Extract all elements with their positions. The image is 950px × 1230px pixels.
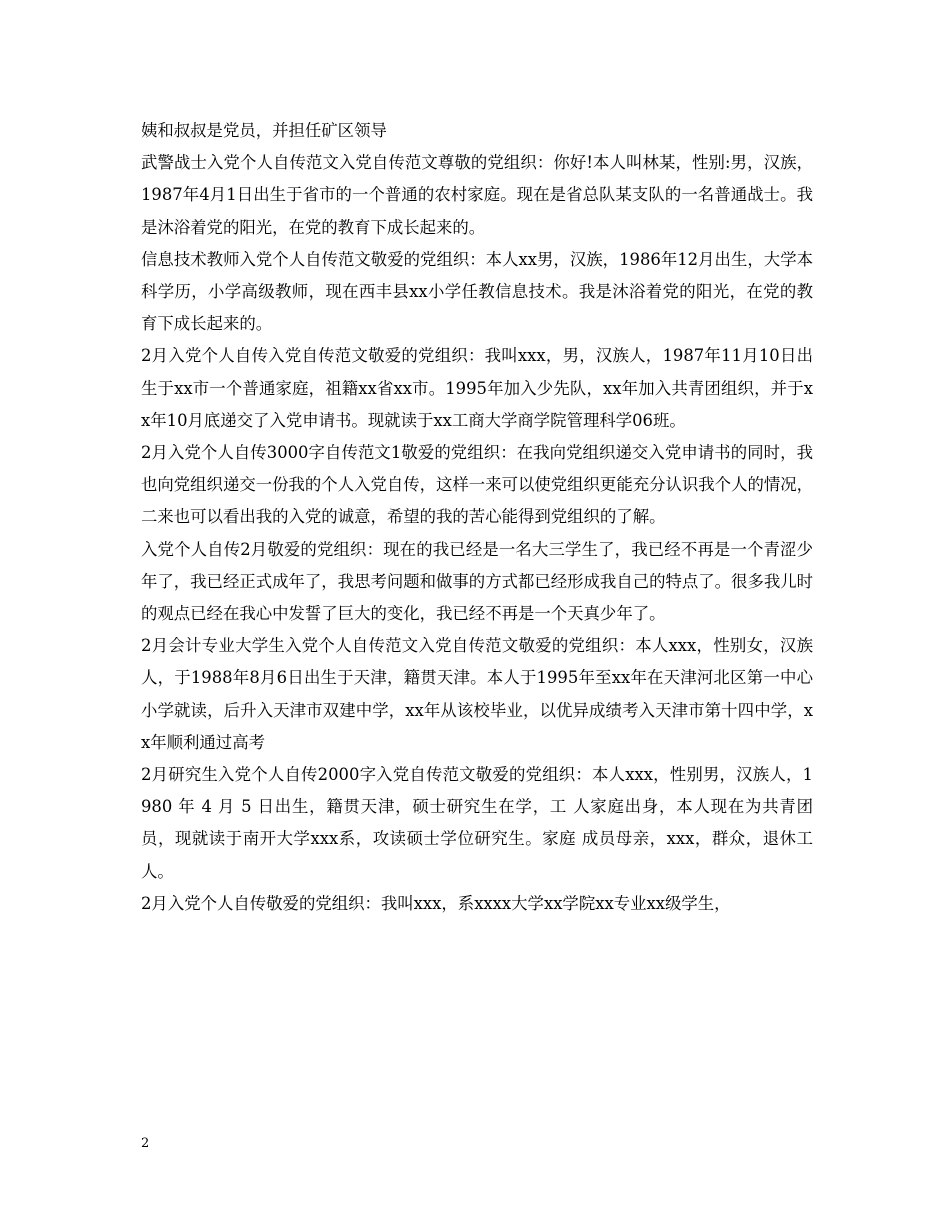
page-number: 2 <box>141 1136 150 1151</box>
paragraph-5: 2月入党个人自传3000字自传范文1敬爱的党组织：在我向党组织递交入党申请书的同时，我也向党组织递交一份我的个人入党自传，这样一来可以使党组织更能充分认识我个人的情况，二来也可以看出我的入党的诚意，希望的我的苦心能得到党组织的了解。 <box>141 443 814 527</box>
paragraph-3: 信息技术教师入党个人自传范文敬爱的党组织：本人xx男，汉族，1986年12月出生，大学本科学历，小学高级教师，现在西丰县xx小学任教信息技术。我是沐浴着党的阳光，在党的教育下成长起来的。 <box>141 249 813 334</box>
paragraph-8: 2月研究生入党个人自传2000字入党自传范文敬爱的党组织：本人xxx，性别男，汉族人，1980 年 4 月 5 日出生，籍贯天津，硕士研究生在学，工 人家庭出身，本人现在为共青团员，现就读于南开大学xxx系，攻读硕士学位研究生。家庭 成员母亲，xxx，群众，退休工人。 <box>141 765 813 881</box>
paragraph-1: 姨和叔叔是党员，并担任矿区领导 <box>141 121 387 140</box>
document-body <box>141 115 813 920</box>
paragraph-6: 入党个人自传2月敬爱的党组织：现在的我已经是一名大三学生了，我已经不再是一个青涩少年了，我已经正式成年了，我思考问题和做事的方式都已经形成我自己的特点了。很多我儿时的观点已经在我心中发誓了巨大的变化，我已经不再是一个天真少年了。 <box>141 539 814 624</box>
paragraph-4: 2月入党个人自传入党自传范文敬爱的党组织：我叫xxx，男，汉族人，1987年11月10日出生于xx市一个普通家庭，祖籍xx省xx市。1995年加入少先队，xx年加入共青团组织，并于xx年10月底递交了入党申请书。现就读于xx工商大学商学院管理科学06班。 <box>141 346 813 430</box>
paragraph-9: 2月入党个人自传敬爱的党组织：我叫xxx，系xxxx大学xx学院xx专业xx级学生， <box>141 893 731 913</box>
paragraph-2: 武警战士入党个人自传范文入党自传范文尊敬的党组织：你好!本人叫林某，性别:男，汉族， 1987年4月1日出生于省市的一个普通的农村家庭。现在是省总队某支队的一名普通战士。我是沐浴着党的阳光，在党的教育下成长起来的。 <box>141 153 813 237</box>
paragraph-7: 2月会计专业大学生入党个人自传范文入党自传范文敬爱的党组织：本人xxx，性别女，汉族人，于1988年8月6日出生于天津，籍贯天津。本人于1995年至xx年在天津河北区第一中心小学就读，后升入天津市双建中学，xx年从该校毕业，以优异成绩考入天津市第十四中学，xx年顺利通过高考 <box>141 636 813 752</box>
